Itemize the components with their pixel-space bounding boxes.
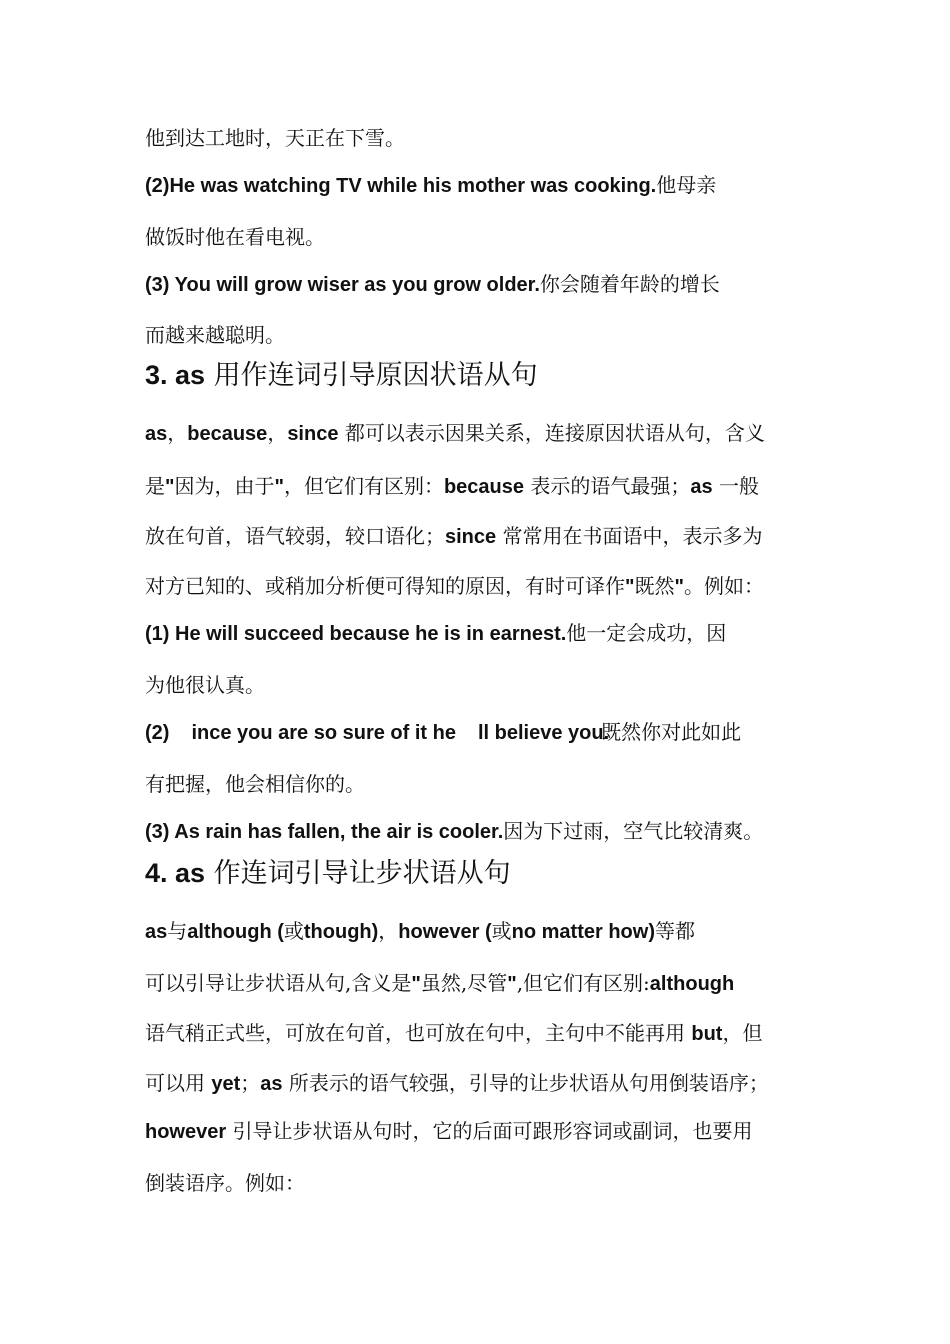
chinese-text: 等都: [655, 919, 695, 943]
section-heading-4: [145, 856, 825, 891]
chinese-text: 有把握，他会相信你的。: [145, 772, 365, 796]
chinese-text: ，但: [722, 1021, 763, 1045]
chinese-text: 既然: [634, 574, 675, 598]
keyword: as: [260, 1073, 283, 1095]
chinese-text: 因为，由于: [174, 474, 275, 498]
punct: ，: [378, 919, 399, 943]
text-line: [145, 125, 825, 151]
keyword: but: [691, 1023, 723, 1045]
quote-mark: ": [165, 476, 175, 498]
chinese-text: ,但它们有区别:: [516, 971, 650, 995]
chinese-translation: 他一定会成功，因: [566, 621, 727, 645]
chinese-text: 为他很认真。: [145, 673, 265, 697]
text-line: [145, 771, 825, 797]
paragraph-line: [145, 970, 825, 997]
chinese-text: 或: [283, 919, 304, 943]
paragraph-line: [145, 1020, 825, 1047]
paragraph-line: [145, 1070, 825, 1097]
paragraph-line: [145, 420, 825, 447]
english-example: (3) As rain has fallen, the air is cooler.: [145, 821, 504, 843]
punct: ，: [267, 421, 288, 445]
example-sentence: [145, 271, 825, 298]
quote-mark: ": [625, 576, 635, 598]
chinese-text: ，但它们有区别：: [283, 474, 444, 498]
punct: ，: [167, 421, 188, 445]
chinese-translation: 他母亲: [656, 173, 717, 197]
english-example: (3) You will grow wiser as you grow older.: [145, 274, 540, 296]
chinese-text: 对方已知的、或稍加分析便可得知的原因，有时可译作: [145, 574, 625, 598]
keyword: because: [187, 423, 268, 445]
quote-mark: ": [411, 973, 421, 995]
chinese-translation: 既然你对此如此: [601, 720, 742, 744]
chinese-text: 他到达工地时，天正在下雪。: [145, 126, 405, 150]
example-sentence: [145, 172, 825, 199]
chinese-text: 一般: [719, 474, 759, 498]
paragraph-line: [145, 473, 825, 500]
keyword: as: [145, 423, 168, 445]
chinese-text: 表示的语气最强；: [530, 474, 691, 498]
paragraph-line: [145, 523, 825, 550]
paragraph-line: [145, 573, 825, 600]
chinese-text: 引导让步状语从句时，它的后面可跟形容词或副词，也要用: [232, 1119, 753, 1143]
section-heading-3: [145, 358, 825, 393]
keyword: however (: [398, 921, 492, 943]
keyword: though): [303, 921, 379, 943]
chinese-text: 可以用: [145, 1071, 212, 1095]
chinese-translation: 你会随着年龄的增长: [539, 272, 720, 296]
keyword: although: [649, 973, 735, 995]
chinese-text: 倒装语序。例如：: [145, 1171, 305, 1195]
english-example: (1) He will succeed because he is in earnest.: [145, 623, 567, 645]
example-sentence: [145, 818, 825, 845]
heading-text: 作连词引导让步状语从句: [213, 858, 511, 889]
quote-mark: ": [507, 973, 517, 995]
text-line: [145, 1170, 825, 1196]
chinese-text: 常常用在书面语中，表示多为: [502, 524, 763, 548]
keyword: since: [445, 526, 497, 548]
chinese-translation: 因为下过雨，空气比较清爽。: [503, 819, 764, 843]
chinese-text: 虽然,尽管: [420, 971, 508, 995]
text-line: [145, 224, 825, 250]
keyword: no matter how): [511, 921, 655, 943]
quote-mark: ": [274, 476, 284, 498]
keyword: as: [690, 476, 713, 498]
chinese-text: 所表示的语气较强，引导的让步状语从句用倒装语序；: [288, 1071, 769, 1095]
chinese-text: 可以引导让步状语从句,含义是: [145, 971, 412, 995]
heading-text: 用作连词引导原因状语从句: [213, 360, 538, 391]
chinese-text: 是: [145, 474, 165, 498]
paragraph-line: [145, 1118, 825, 1145]
quote-mark: ": [674, 576, 684, 598]
heading-number: 3. as: [145, 360, 206, 390]
keyword: however: [145, 1121, 227, 1143]
chinese-text: 。例如：: [683, 574, 764, 598]
english-example: (2)He was watching TV while his mother was cooking.: [145, 175, 657, 197]
keyword: yet: [211, 1073, 241, 1095]
chinese-text: 与: [167, 919, 188, 943]
chinese-text: 或: [491, 919, 512, 943]
english-example: (2): [145, 722, 170, 744]
chinese-text: 放在句首，语气较弱，较口语化；: [145, 524, 445, 548]
chinese-text: 都可以表示因果关系，连接原因状语从句，含义: [344, 421, 765, 445]
example-sentence: [145, 620, 825, 647]
keyword: since: [287, 423, 339, 445]
heading-number: 4. as: [145, 858, 206, 888]
example-sentence: [145, 719, 825, 746]
text-line: [145, 322, 825, 348]
punct: ；: [240, 1071, 261, 1095]
chinese-text: 而越来越聪明。: [145, 323, 285, 347]
text-line: [145, 672, 825, 698]
keyword: although (: [187, 921, 284, 943]
keyword: because: [443, 476, 525, 498]
english-example: ll believe you.: [477, 722, 610, 744]
english-example: ince you are so sure of it he: [191, 722, 456, 744]
chinese-text: 语气稍正式些，可放在句首，也可放在句中，主句中不能再用: [145, 1021, 685, 1045]
keyword: as: [145, 921, 168, 943]
paragraph-line: [145, 918, 825, 945]
chinese-text: 做饭时他在看电视。: [145, 225, 325, 249]
